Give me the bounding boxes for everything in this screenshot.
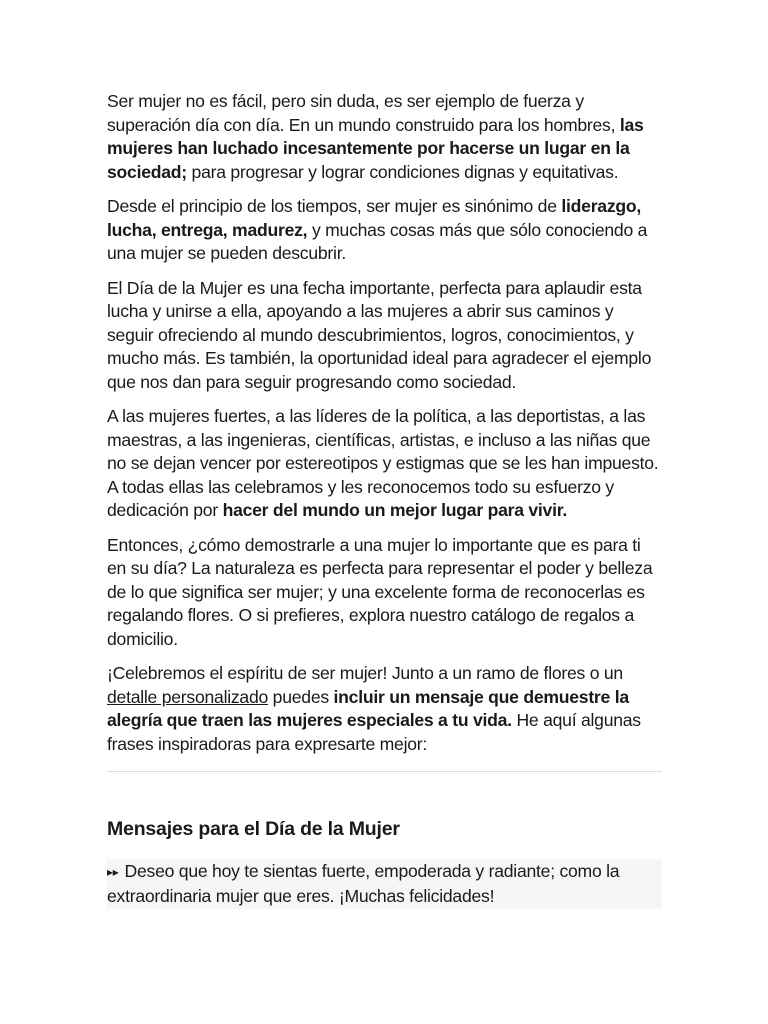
detalle-personalizado-link[interactable]: detalle personalizado — [107, 686, 269, 707]
leadership-text: Desde el principio de los tiempos, ser mujer es sinónimo de — [107, 196, 562, 216]
intro-text-end: para progresar y lograr condiciones dignas y equitativas. — [186, 161, 619, 182]
section-divider — [107, 771, 662, 772]
strong-women-emphasis: hacer del mundo un mejor lugar para vivir. — [222, 500, 567, 520]
intro-emphasis: las mujeres han luchado incesantemente por hacerse un lugar en la sociedad; — [107, 114, 644, 182]
leadership-text-end: y muchas cosas más que sólo conociendo a una mujer se pueden descubrir. — [107, 219, 648, 263]
double-arrow-icon: ▸▸ — [107, 865, 119, 879]
paragraph-intro — [107, 90, 662, 184]
strong-women-text: A las mujeres fuertes, a las líderes de la política, a las deportistas, a las maestras, a las ingenieras, científicas, artistas, e incluso a las niñas que no se dejan vencer por estereotipos y estigmas que se les han impuesto. A todas ellas las celebramos y les reconocemos todo su esfuerzo y dedicación por — [107, 406, 659, 520]
paragraph-womens-day — [107, 277, 662, 395]
celebrate-text: ¡Celebremos el espíritu de ser mujer! Junto a un ramo de flores o un — [107, 663, 623, 683]
leadership-emphasis: liderazgo, lucha, entrega, madurez, — [107, 196, 642, 240]
article-body — [107, 90, 662, 909]
quote-text: Deseo que hoy te sientas fuerte, empoderada y radiante; como la extraordinaria mujer que eres. ¡Muchas felicidades! — [107, 861, 620, 906]
paragraph-leadership — [107, 195, 662, 266]
message-quote — [107, 859, 662, 909]
section-title: Mensajes para el Día de la Mujer — [107, 818, 400, 840]
flowers-text: Entonces, ¿cómo demostrarle a una mujer lo importante que es para ti en su día? La naturaleza es perfecta para representar el poder y belleza de lo que significa ser mujer; y una excelente forma de reconocerlas es regalando flores. O si prefieres, explora nuestro catálogo de regalos a domicilio. — [107, 534, 653, 649]
paragraph-celebrate — [107, 662, 662, 756]
intro-text: Ser mujer no es fácil, pero sin duda, es ser ejemplo de fuerza y superación día con día. En un mundo construido para los hombres, — [107, 91, 620, 135]
paragraph-strong-women — [107, 405, 662, 523]
womens-day-text: El Día de la Mujer es una fecha importante, perfecta para aplaudir esta lucha y unirse a ella, apoyando a las mujeres a abrir sus caminos y seguir ofreciendo al mundo descubrimientos, logros, conocimientos, y mucho más. Es también, la oportunidad ideal para agradecer el ejemplo que nos dan para seguir progresando como sociedad. — [107, 277, 652, 392]
paragraph-flowers — [107, 534, 662, 652]
celebrate-emphasis: incluir un mensaje que demuestre la alegría que traen las mujeres especiales a tu vida. — [107, 686, 629, 730]
celebrate-text-mid: puedes — [268, 686, 334, 707]
celebrate-text-end: He aquí algunas frases inspiradoras para expresarte mejor: — [107, 710, 641, 754]
